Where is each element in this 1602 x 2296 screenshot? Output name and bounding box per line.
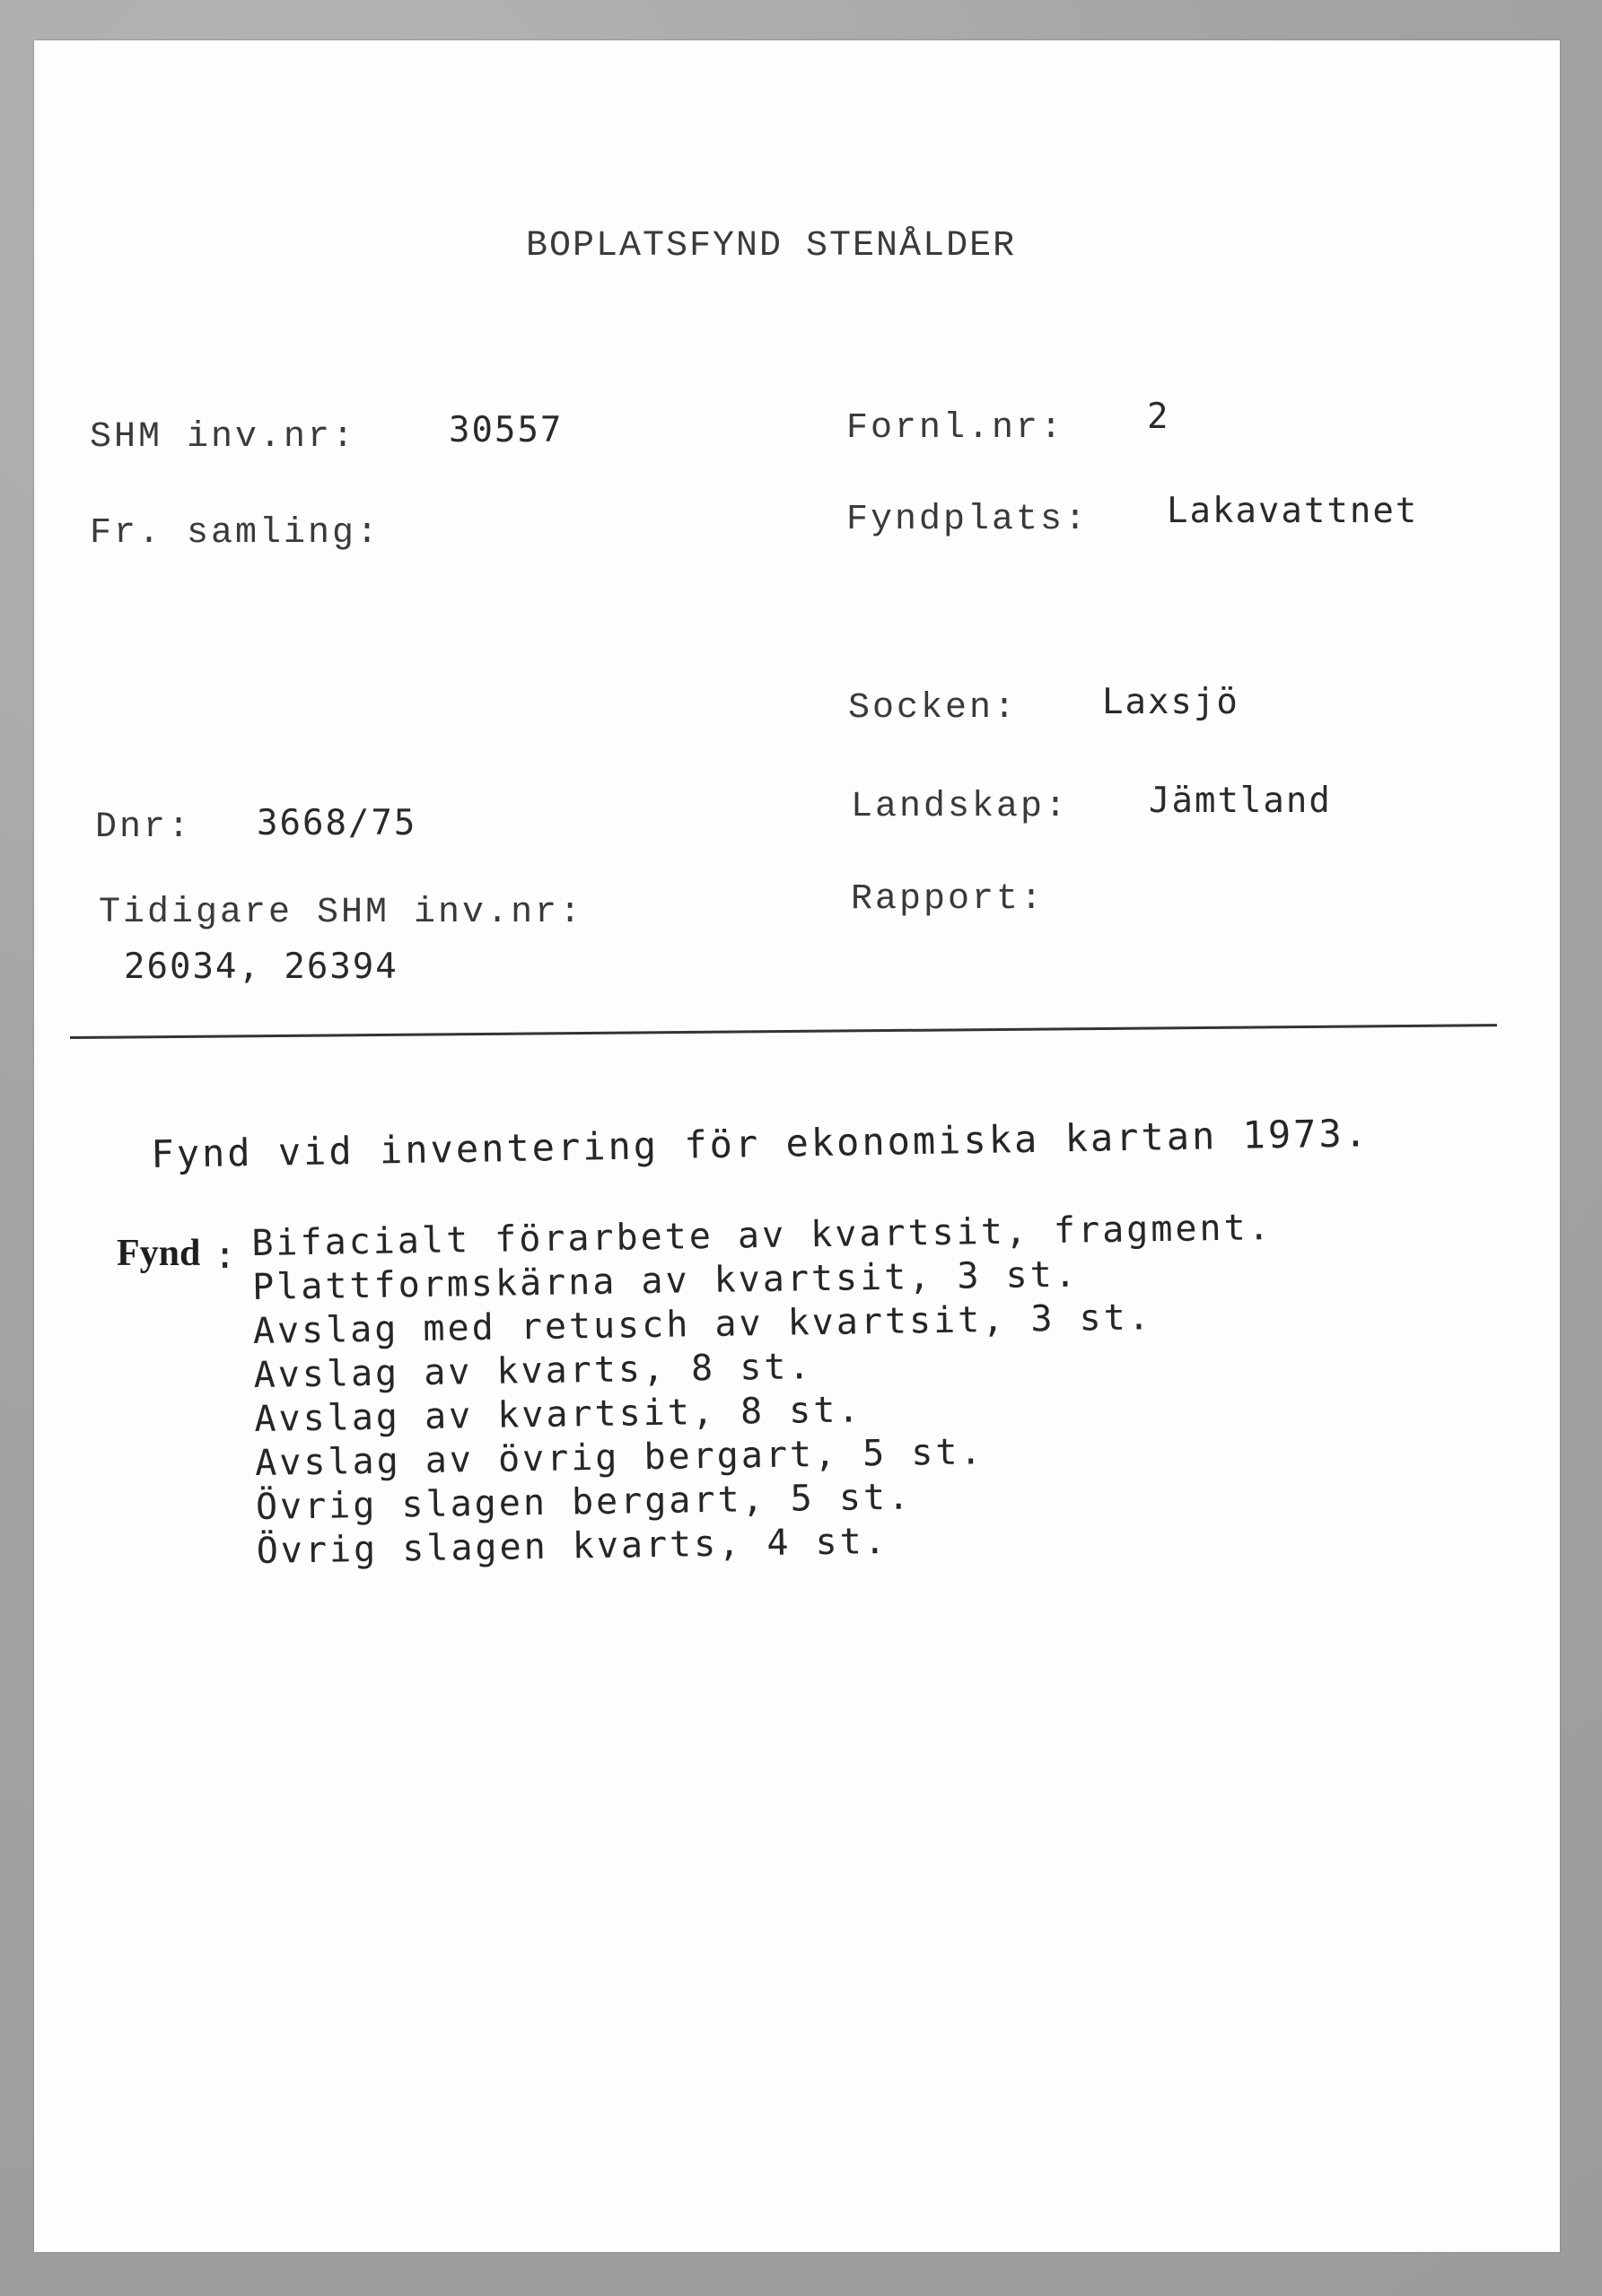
fynd-label: Fynd bbox=[117, 1233, 201, 1274]
find-list bbox=[251, 1206, 1277, 1574]
dnr-value: 3668/75 bbox=[257, 803, 417, 843]
fyndplats-value: Lakavattnet bbox=[1167, 491, 1419, 531]
find-item: Avslag av kvartsit, 8 st. bbox=[254, 1389, 862, 1440]
dnr-label: Dnr: bbox=[95, 808, 193, 848]
fornl-value: 2 bbox=[1147, 397, 1170, 437]
find-item: Övrig slagen kvarts, 4 st. bbox=[256, 1520, 889, 1572]
tidigare-shm-label: Tidigare SHM inv.nr: bbox=[99, 893, 584, 933]
find-item: Avslag med retusch av kvartsit, 3 st. bbox=[252, 1296, 1153, 1352]
find-item: Bifacialt förarbete av kvartsit, fragment. bbox=[251, 1207, 1274, 1264]
rapport-label: Rapport: bbox=[851, 879, 1046, 920]
find-item: Avslag av kvarts, 8 st. bbox=[253, 1346, 813, 1396]
fr-samling-label: Fr. samling: bbox=[90, 513, 381, 554]
shm-inv-value: 30557 bbox=[449, 410, 564, 450]
shm-inv-label: SHM inv.nr: bbox=[90, 417, 357, 458]
find-item: Övrig slagen bergart, 5 st. bbox=[255, 1476, 913, 1528]
find-item: Avslag av övrig bergart, 5 st. bbox=[254, 1431, 985, 1484]
landskap-label: Landskap: bbox=[851, 787, 1070, 827]
fynd-colon: : bbox=[214, 1233, 237, 1277]
find-item: Plattformskärna av kvartsit, 3 st. bbox=[251, 1253, 1080, 1308]
tidigare-shm-value: 26034, 26394 bbox=[124, 947, 398, 987]
socken-value: Laxsjö bbox=[1102, 682, 1239, 722]
socken-label: Socken: bbox=[848, 688, 1019, 729]
card-heading: BOPLATSFYND STENÅLDER bbox=[526, 226, 1017, 266]
fornl-label: Fornl.nr: bbox=[846, 408, 1065, 449]
inventory-note: Fynd vid inventering för ekonomiska kartan 1973. bbox=[151, 1111, 1370, 1176]
fyndplats-label: Fyndplats: bbox=[846, 500, 1090, 540]
landskap-value: Jämtland bbox=[1149, 781, 1332, 821]
